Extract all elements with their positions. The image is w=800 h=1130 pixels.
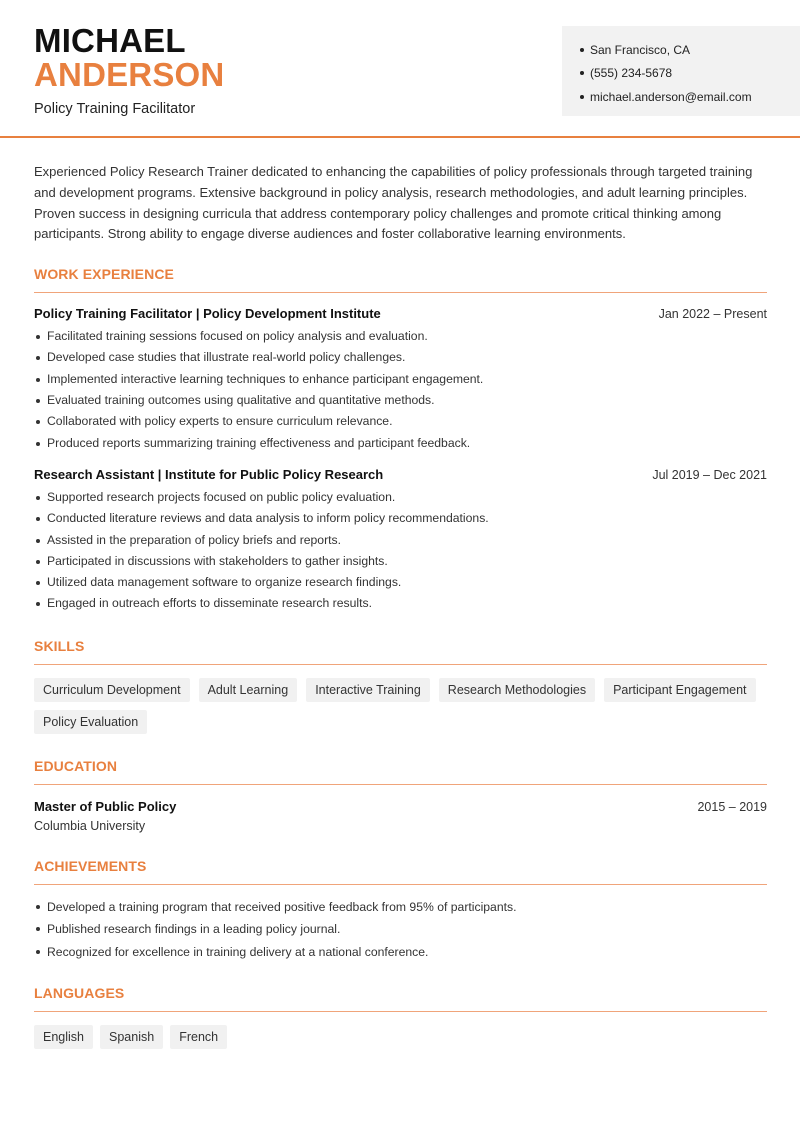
section-divider	[34, 664, 767, 665]
bullet-icon	[580, 71, 584, 75]
job-role: Policy Training Facilitator | Policy Development Institute	[34, 306, 381, 322]
list-item: Utilized data management software to organize research findings.	[34, 572, 767, 593]
skills-section	[34, 638, 767, 734]
bullet-icon	[580, 95, 584, 99]
list-item: Assisted in the preparation of policy briefs and reports.	[34, 530, 767, 551]
summary: Experienced Policy Research Trainer dedicated to enhancing the capabilities of policy professionals through targeted training and development programs. Extensive background in policy analysis, research methodologies, and adult learning principles. Proven success in designing curricula that address contemporary policy challenges and promote critical thinking among participants. Strong ability to engage diverse audiences and foster collaborative learning environments.	[34, 164, 753, 242]
first-name: MICHAEL	[34, 22, 186, 59]
list-item: Implemented interactive learning techniques to enhance participant engagement.	[34, 369, 767, 390]
achievements-section	[34, 858, 767, 964]
job-dates: Jan 2022 – Present	[658, 307, 767, 322]
job-bullets	[34, 487, 767, 615]
skill-tag: Participant Engagement	[604, 678, 755, 702]
section-title-skills: SKILLS	[34, 637, 85, 654]
languages-section	[34, 985, 767, 1049]
list-item: Participated in discussions with stakeholders to gather insights.	[34, 551, 767, 572]
list-item: Supported research projects focused on public policy evaluation.	[34, 487, 767, 508]
achievement-bullets	[34, 896, 767, 964]
job-bullets	[34, 326, 767, 454]
contact-location: San Francisco, CA	[580, 38, 800, 62]
skill-tag: Curriculum Development	[34, 678, 190, 702]
skills-tags	[34, 678, 767, 734]
section-title-work: WORK EXPERIENCE	[34, 266, 174, 283]
skill-tag: Interactive Training	[306, 678, 430, 702]
contact-phone: (555) 234-5678	[580, 62, 800, 86]
education-section	[34, 758, 767, 833]
list-item: Produced reports summarizing training effectiveness and participant feedback.	[34, 433, 767, 454]
skill-tag: Policy Evaluation	[34, 710, 147, 734]
list-item: Engaged in outreach efforts to disseminate research results.	[34, 593, 767, 614]
name-block	[34, 24, 224, 117]
language-tag: Spanish	[100, 1025, 163, 1049]
school: Columbia University	[34, 818, 146, 833]
job-role: Research Assistant | Institute for Public Policy Research	[34, 466, 384, 482]
last-name: ANDERSON	[34, 56, 225, 93]
work-experience-section	[34, 266, 767, 615]
contact-email: michael.anderson@email.com	[580, 85, 800, 109]
job-dates: Jul 2019 – Dec 2021	[652, 467, 767, 482]
list-item: Published research findings in a leading policy journal.	[34, 918, 767, 941]
degree: Master of Public Policy	[34, 798, 177, 814]
section-divider	[34, 884, 767, 885]
list-item: Developed case studies that illustrate real-world policy challenges.	[34, 347, 767, 368]
language-tag: English	[34, 1025, 93, 1049]
language-tags	[34, 1025, 767, 1049]
resume-header	[0, 0, 800, 138]
job-entry	[34, 306, 767, 454]
resume-content	[34, 138, 767, 1049]
list-item: Conducted literature reviews and data analysis to inform policy recommendations.	[34, 508, 767, 529]
education-entry	[34, 799, 767, 833]
list-item: Facilitated training sessions focused on policy analysis and evaluation.	[34, 326, 767, 347]
skill-tag: Research Methodologies	[439, 678, 595, 702]
section-title-languages: LANGUAGES	[34, 985, 125, 1002]
list-item: Collaborated with policy experts to ensure curriculum relevance.	[34, 411, 767, 432]
contact-box	[562, 26, 800, 116]
job-entry	[34, 467, 767, 615]
section-title-achievements: ACHIEVEMENTS	[34, 857, 147, 874]
bullet-icon	[580, 48, 584, 52]
section-divider	[34, 1011, 767, 1012]
list-item: Evaluated training outcomes using qualitative and quantitative methods.	[34, 390, 767, 411]
list-item: Developed a training program that received positive feedback from 95% of participants.	[34, 896, 767, 919]
job-title: Policy Training Facilitator	[34, 101, 196, 117]
skill-tag: Adult Learning	[199, 678, 298, 702]
section-title-education: EDUCATION	[34, 757, 118, 774]
section-divider	[34, 784, 767, 785]
education-dates: 2015 – 2019	[697, 799, 767, 814]
list-item: Recognized for excellence in training delivery at a national conference.	[34, 941, 767, 964]
section-divider	[34, 292, 767, 293]
language-tag: French	[170, 1025, 227, 1049]
